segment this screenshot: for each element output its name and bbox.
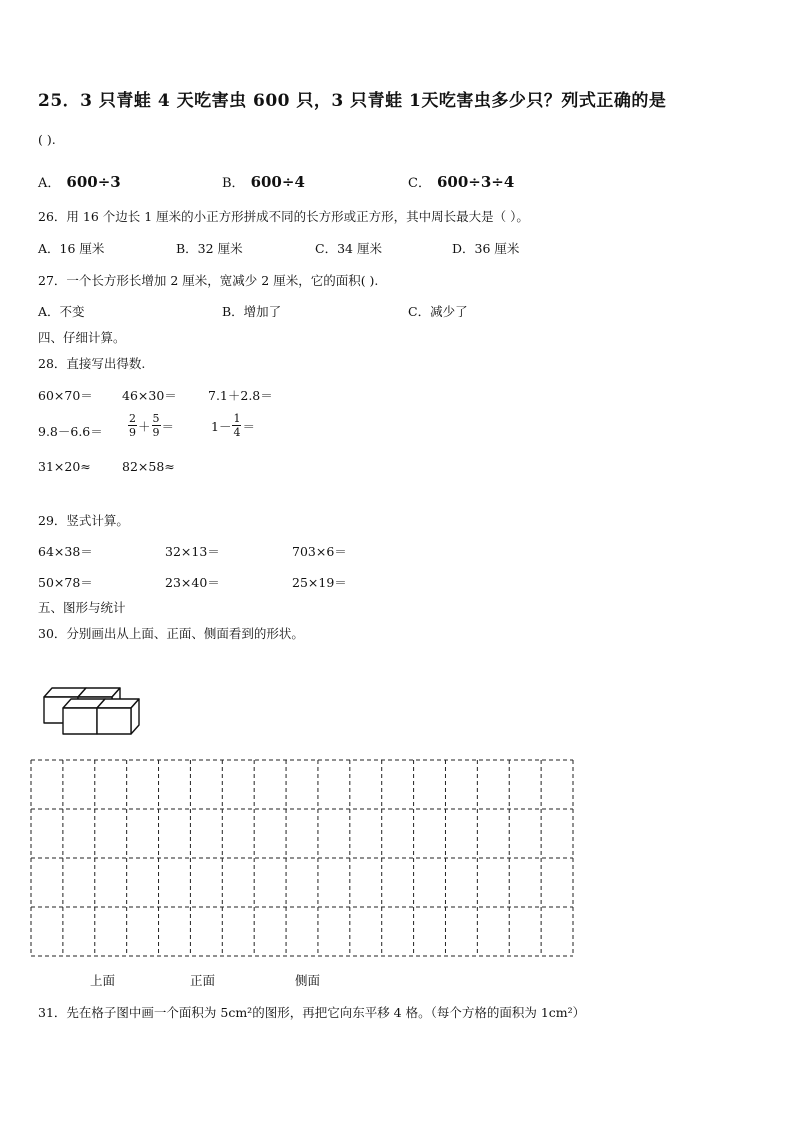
q30-text: 30．分别画出从上面、正面、侧面看到的形状。 <box>38 626 304 641</box>
q27-option-c[interactable]: C．减少了 <box>408 304 468 319</box>
q29-item-6: 25×19＝ <box>292 575 347 590</box>
q26-option-c[interactable]: C．34 厘米 <box>315 241 382 256</box>
fraction-one-quarter: $\frac{1}{4}$ <box>233 412 241 439</box>
q26-text: 26．用 16 个边长 1 厘米的小正方形拼成不同的长方形或正方形，其中周长最大是（ ）。 <box>38 209 529 224</box>
q25-option-c-text: 600÷3÷4 <box>436 173 515 191</box>
label-top-view: 上面 <box>90 973 116 988</box>
q29-item-2: 32×13＝ <box>165 544 220 559</box>
equals-sign: ＝ <box>161 418 175 434</box>
q29-item-5: 23×40＝ <box>165 575 220 590</box>
q28-item-1: 60×70＝ <box>38 388 93 403</box>
section-four-heading: 四、仔细计算。 <box>38 330 126 345</box>
q28-item-6-one-minus-quarter <box>211 413 255 438</box>
q25-text: 25．3 只青蛙 4 天吃害虫 600 只，3 只青蛙 1天吃害虫多少只？列式正确的是 <box>38 91 667 111</box>
label-side-view: 侧面 <box>295 973 321 988</box>
q25-option-a-text: 600÷3 <box>66 173 121 191</box>
q29-item-3: 703×6＝ <box>292 544 347 559</box>
q26-option-a[interactable]: A．16 厘米 <box>38 241 105 256</box>
q25-option-a[interactable] <box>38 172 121 191</box>
q27-text: 27．一个长方形长增加 2 厘米，宽减少 2 厘米，它的面积( ). <box>38 273 379 288</box>
q26-option-d[interactable]: D．36 厘米 <box>452 241 520 256</box>
fraction-five-ninths: $\frac{5}{9}$ <box>152 412 160 439</box>
q25-answer-paren: ( ). <box>38 132 56 147</box>
q28-item-2: 46×30＝ <box>122 388 177 403</box>
q28-text: 28．直接写出得数. <box>38 356 146 371</box>
q31-text: 31．先在格子图中画一个面积为 5cm²的图形，再把它向东平移 4 格。（每个方格的面积为 1cm²） <box>38 1005 586 1020</box>
q25-option-b-text: 600÷4 <box>250 173 305 191</box>
q27-option-a[interactable]: A．不变 <box>38 304 85 319</box>
q29-item-1: 64×38＝ <box>38 544 93 559</box>
q26-option-b[interactable]: B．32 厘米 <box>176 241 243 256</box>
one-minus: 1－ <box>211 418 232 434</box>
q28-item-3: 7.1＋2.8＝ <box>208 388 273 403</box>
drawing-grid[interactable] <box>30 759 575 957</box>
q28-item-7: 31×20≈ <box>38 459 91 474</box>
label-front-view: 正面 <box>190 973 216 988</box>
plus-sign: ＋ <box>138 418 151 434</box>
fraction-two-ninths: $\frac{2}{9}$ <box>129 412 136 439</box>
section-five-heading: 五、图形与统计 <box>38 600 126 615</box>
q28-item-4: 9.8－6.6＝ <box>38 424 103 439</box>
q29-text: 29．竖式计算。 <box>38 513 129 528</box>
q28-item-8: 82×58≈ <box>122 459 175 474</box>
q25-option-b[interactable] <box>222 172 305 191</box>
q25-option-c[interactable] <box>408 172 514 191</box>
equals-sign: ＝ <box>242 418 255 434</box>
q25-option-c-label: C． <box>408 176 431 191</box>
q25-option-b-label: B． <box>222 176 245 191</box>
cube-stack-figure <box>36 684 146 740</box>
q29-item-4: 50×78＝ <box>38 575 93 590</box>
q27-option-b[interactable]: B．增加了 <box>222 304 282 319</box>
q25-option-a-label: A． <box>38 176 61 191</box>
q28-item-5-fraction-sum <box>127 413 174 438</box>
